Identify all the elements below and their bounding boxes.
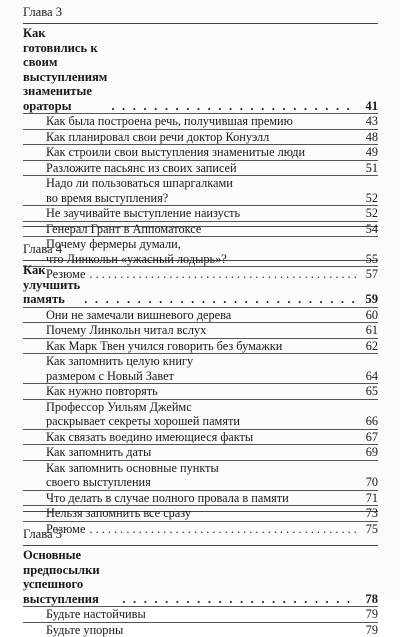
page-number: 66	[357, 414, 378, 429]
page-number: 61	[357, 323, 378, 338]
toc-entry[interactable]	[23, 445, 378, 461]
entry-title: Как нужно повторять	[23, 384, 162, 399]
entry-title: Они не замечали вишневого дерева	[23, 308, 235, 323]
entry-title-line2: своего выступления	[46, 475, 151, 489]
chapter-title-line2: знаменитые ораторы	[23, 84, 92, 113]
page-number: 70	[357, 475, 378, 490]
page-number: 54	[357, 222, 378, 237]
entry-title: Почему фермеры думали,	[46, 237, 181, 251]
toc-entry[interactable]	[23, 308, 378, 324]
entry-title: Резюме	[23, 522, 89, 537]
chapter-heading: Глава 3	[23, 4, 378, 24]
entry-title: Не заучивайте выступление наизусть	[23, 206, 244, 221]
toc-entry[interactable]	[23, 607, 378, 623]
entry-title: Будьте упорны	[23, 623, 127, 637]
entry-title: Как строили свои выступления знаменитые люди	[23, 145, 309, 160]
page-number: 43	[357, 114, 378, 129]
chapter-title-row[interactable]	[23, 26, 378, 114]
entry-title-line2: раскрывает секреты хорошей памяти	[46, 414, 240, 428]
entry-title: Как планировал свои речи доктор Конуэлл	[23, 130, 273, 145]
chapter-title-row[interactable]	[23, 263, 378, 308]
chapter-heading: Глава 5	[23, 526, 378, 546]
toc-entry[interactable]	[23, 339, 378, 355]
page-number: 48	[357, 130, 378, 145]
page-number: 78	[357, 592, 378, 607]
dot-leader	[84, 292, 357, 307]
toc-entry[interactable]	[23, 222, 378, 238]
entry-title: Профессор Уильям Джеймс	[46, 400, 192, 414]
toc-entry[interactable]	[23, 491, 378, 507]
toc-entry[interactable]	[23, 384, 378, 400]
toc-entry[interactable]	[23, 206, 378, 222]
entry-title: Как запомнить основные пункты	[46, 461, 219, 475]
chapter-title-row[interactable]	[23, 548, 378, 607]
chapter-4-section	[23, 241, 378, 512]
chapter-heading: Глава 4	[23, 241, 378, 261]
page-number: 57	[357, 267, 378, 282]
page-number: 71	[357, 491, 378, 506]
chapter-3-section	[23, 4, 378, 227]
entry-title: Как запомнить даты	[23, 445, 155, 460]
page-number: 75	[357, 522, 378, 537]
page-number: 62	[357, 339, 378, 354]
page-number: 64	[357, 369, 378, 384]
chapter-title-line1: Как улучшить память	[23, 263, 84, 307]
entry-title: Будьте настойчивы	[23, 607, 150, 622]
dot-leader	[122, 592, 357, 607]
entry-title: Как запомнить целую книгу	[46, 354, 193, 368]
page-number: 49	[357, 145, 378, 160]
toc-entry[interactable]	[23, 623, 378, 637]
page-number: 60	[357, 308, 378, 323]
page-number: 55	[357, 252, 378, 267]
entry-title: Как была построена речь, получившая премию	[23, 114, 297, 129]
entry-title: Почему Линкольн читал вслух	[23, 323, 210, 338]
entry-title-line2: во время выступления?	[46, 191, 168, 205]
toc-entry[interactable]	[23, 323, 378, 339]
entry-title: Резюме	[23, 267, 89, 282]
toc-entry[interactable]	[23, 430, 378, 446]
page-number: 52	[357, 191, 378, 206]
page-number: 59	[357, 292, 378, 307]
page-number: 67	[357, 430, 378, 445]
toc-entry[interactable]	[23, 161, 378, 177]
entry-title: Разложите пасьянс из своих записей	[23, 161, 241, 176]
entry-title: Что делать в случае полного провала в памяти	[23, 491, 293, 506]
entry-title: Надо ли пользоваться шпаргалками	[46, 176, 233, 190]
toc-entry[interactable]	[23, 130, 378, 146]
chapter-5-section	[23, 526, 378, 636]
entry-title-line2: размером с Новый Завет	[46, 369, 174, 383]
chapter-title-line1: Как готовились к своим выступлениям	[23, 26, 107, 84]
page-number: 73	[357, 506, 378, 521]
toc-entry[interactable]	[23, 114, 378, 130]
toc-entry[interactable]	[23, 461, 378, 491]
entry-title: Как Марк Твен учился говорить без бумажки	[23, 339, 286, 354]
dot-leader	[89, 522, 357, 537]
page-number: 65	[357, 384, 378, 399]
page-number: 79	[357, 623, 378, 637]
entry-title: Как связать воедино имеющиеся факты	[23, 430, 257, 445]
page-number: 41	[357, 99, 378, 114]
entry-title: Нельзя запомнить все сразу	[23, 506, 195, 521]
dot-leader	[111, 99, 357, 114]
page-number: 52	[357, 206, 378, 221]
toc-entry[interactable]	[23, 506, 378, 522]
page-number: 79	[357, 607, 378, 622]
page-number: 69	[357, 445, 378, 460]
toc-entry[interactable]	[23, 176, 378, 206]
toc-entry[interactable]	[23, 145, 378, 161]
page-number: 51	[357, 161, 378, 176]
entry-title: Генерал Грант в Аппоматоксе	[23, 222, 205, 237]
toc-entry[interactable]	[23, 400, 378, 430]
entry-title-line2: что Линкольн «ужасный лодырь»?	[46, 252, 227, 266]
toc-entry[interactable]	[23, 354, 378, 384]
toc-entry-summary[interactable]	[23, 522, 378, 537]
chapter-title-line1: Основные предпосылки успешного выступления	[23, 548, 122, 606]
